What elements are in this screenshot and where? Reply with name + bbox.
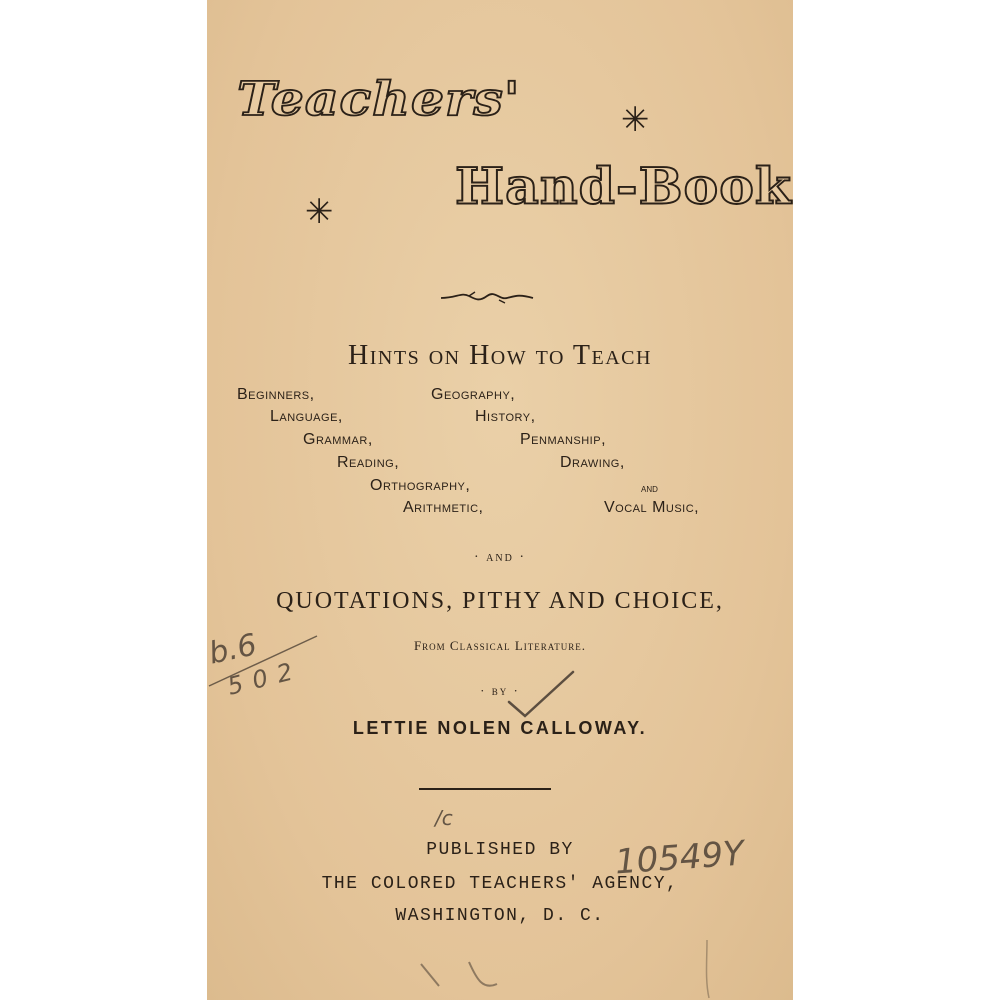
title-page (207, 0, 793, 1000)
quotations-heading: QUOTATIONS, PITHY AND CHOICE, (276, 588, 724, 614)
publisher-line-2: THE COLORED TEACHERS' AGENCY, (321, 874, 679, 894)
handwritten-note: /c (435, 806, 453, 830)
pencil-stroke (209, 636, 317, 686)
subject-language: Language, (270, 408, 343, 425)
subject-beginners: Beginners, (237, 386, 315, 403)
title-line-handbook: Hand-Book (455, 158, 792, 216)
subject-geography: Geography, (431, 386, 516, 403)
handwritten-accession-number: 10549Y (613, 833, 746, 883)
author-name: LETTIE NOLEN CALLOWAY. (352, 718, 648, 738)
hints-heading: Hints on How to Teach (348, 340, 652, 371)
and-divider: · and · (474, 550, 526, 565)
subject-reading: Reading, (337, 454, 400, 471)
title-line-teachers: Teachers' (237, 72, 521, 127)
publisher-line-1: PUBLISHED BY (426, 840, 574, 860)
handwritten-margin-top: b.6 (205, 627, 260, 672)
faded-scribble (421, 962, 497, 986)
pencil-marks (207, 0, 793, 1000)
subject-orthography: Orthography, (370, 477, 471, 494)
publisher-line-3: WASHINGTON, D. C. (395, 906, 605, 926)
asterism-icon-right: ✳ (621, 100, 650, 140)
subject-arithmetic: Arithmetic, (403, 499, 484, 516)
subject-history: History, (475, 408, 536, 425)
subject-vocal-music: Vocal Music, (604, 499, 700, 516)
handwritten-margin-bottom: 502 (224, 655, 306, 701)
asterism-icon-left: ✳ (305, 192, 334, 232)
checkmark-icon (509, 672, 573, 716)
quotations-source: From Classical Literature. (413, 638, 587, 653)
subject-grammar: Grammar, (303, 431, 373, 448)
subject-penmanship: Penmanship, (520, 431, 607, 448)
subject-and: and (641, 481, 658, 495)
by-line: · by · (480, 683, 520, 698)
subject-drawing: Drawing, (560, 454, 625, 471)
